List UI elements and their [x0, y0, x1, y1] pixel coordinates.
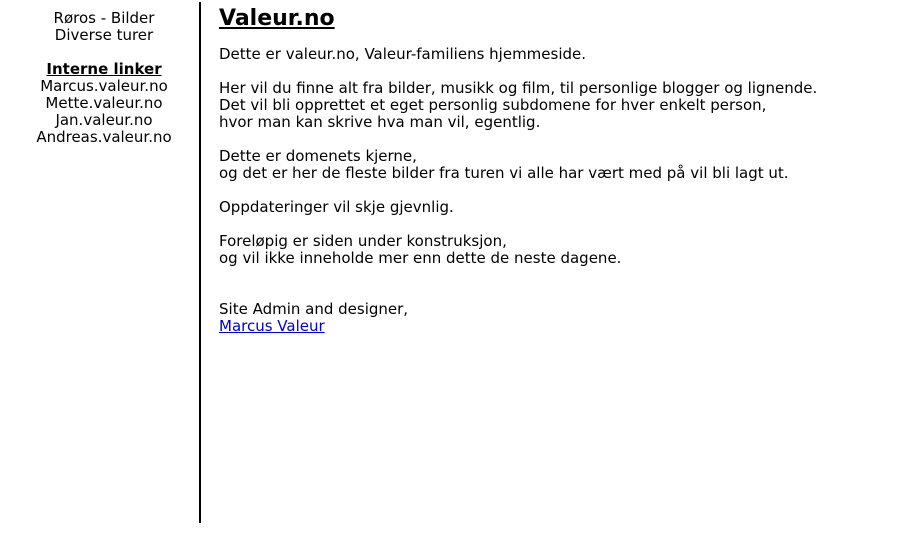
signature	[219, 301, 889, 335]
paragraph-line: Foreløpig er siden under konstruksjon,	[219, 232, 507, 250]
content-paragraph	[219, 233, 889, 267]
paragraph-line: Oppdateringer vil skje gjevnlig.	[219, 198, 454, 216]
internal-links-heading: Interne linker	[46, 60, 162, 78]
nav-link-mette[interactable]: Mette.valeur.no	[45, 94, 163, 112]
nav-link-roros-bilder[interactable]: Røros - Bilder	[53, 9, 155, 27]
paragraph-line: Dette er domenets kjerne,	[219, 147, 417, 165]
signature-text: Site Admin and designer,	[219, 300, 409, 318]
paragraph-line: Det vil bli opprettet et eget personlig subdomene for hver enkelt person,	[219, 96, 767, 114]
nav-link-diverse-turer[interactable]: Diverse turer	[54, 26, 154, 44]
content-paragraph	[219, 80, 889, 131]
signature-link[interactable]: Marcus Valeur	[219, 317, 325, 335]
page-title: Valeur.no	[219, 6, 335, 31]
content-paragraph	[219, 199, 889, 216]
paragraph-line: hvor man kan skrive hva man vil, egentlig.	[219, 113, 541, 131]
nav-link-marcus[interactable]: Marcus.valeur.no	[40, 77, 168, 95]
sidebar	[8, 10, 200, 146]
nav-link-andreas[interactable]: Andreas.valeur.no	[36, 128, 172, 146]
nav-link-jan[interactable]: Jan.valeur.no	[55, 111, 153, 129]
paragraph-line: Her vil du finne alt fra bilder, musikk og film, til personlige blogger og lignende.	[219, 79, 818, 97]
paragraph-line: og vil ikke inneholde mer enn dette de neste dagene.	[219, 249, 622, 267]
paragraph-line: Dette er valeur.no, Valeur-familiens hjemmeside.	[219, 45, 587, 63]
vertical-divider	[199, 2, 201, 523]
main-content	[219, 5, 889, 352]
paragraph-line: og det er her de fleste bilder fra turen vi alle har vært med på vil bli lagt ut.	[219, 164, 789, 182]
content-paragraph	[219, 148, 889, 182]
intro-paragraph	[219, 46, 889, 63]
